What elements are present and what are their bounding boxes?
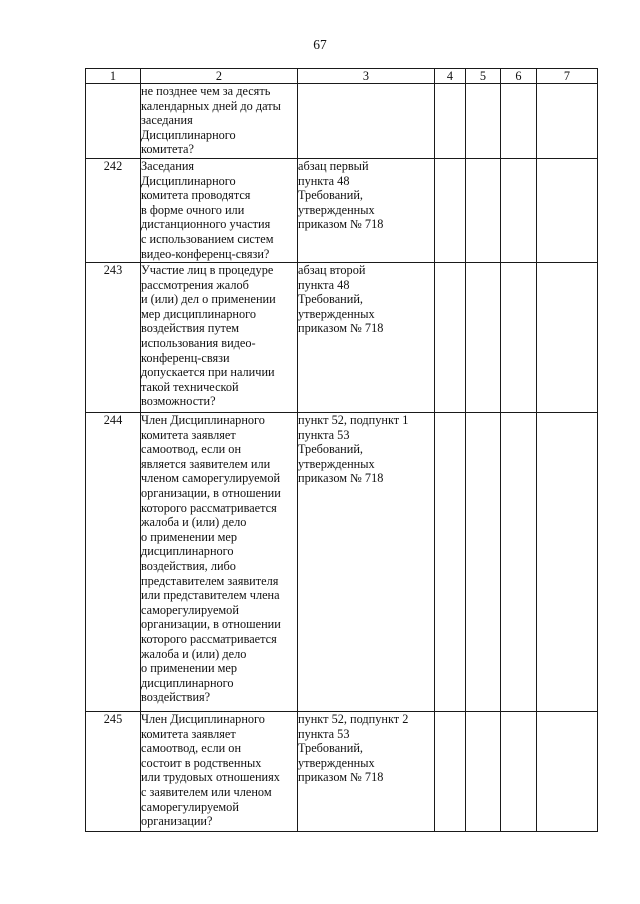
answer-cell-col-6 (501, 712, 537, 832)
legal-reference: пункт 52, подпункт 1 пункта 53 Требований, утвержденных приказом № 718 (298, 413, 435, 712)
answer-cell-col-4 (435, 413, 466, 712)
header-col-6: 6 (501, 69, 537, 84)
row-number: 242 (86, 159, 141, 263)
legal-reference: пункт 52, подпункт 2 пункта 53 Требований, утвержденных приказом № 718 (298, 712, 435, 832)
requirement-question: Заседания Дисциплинарного комитета проводятся в форме очного или дистанционного участия с использованием систем видео-конференц-связи? (141, 159, 298, 263)
requirement-question: Член Дисциплинарного комитета заявляет самоотвод, если он является заявителем или членом саморегулируемой организации, в отношении которого рассматривается жалоба и (или) дело о применении мер дисциплинарного воздействия, либо представителем заявителя или представителем члена саморегулируемой организации, в отношении которого рассматривается жалоба и (или) дело о применении мер дисциплинарного воздействия? (141, 413, 298, 712)
header-col-5: 5 (466, 69, 501, 84)
legal-reference: абзац первый пункта 48 Требований, утвержденных приказом № 718 (298, 159, 435, 263)
table-header-row (86, 69, 598, 84)
legal-reference: абзац второй пункта 48 Требований, утвержденных приказом № 718 (298, 263, 435, 413)
checklist-table (85, 68, 598, 832)
answer-cell-col-5 (466, 263, 501, 413)
answer-cell-col-4 (435, 263, 466, 413)
requirement-question: Член Дисциплинарного комитета заявляет самоотвод, если он состоит в родственных или трудовых отношениях с заявителем или членом саморегулируемой организации? (141, 712, 298, 832)
answer-cell-col-4 (435, 712, 466, 832)
answer-cell-col-5 (466, 413, 501, 712)
answer-cell-col-7 (537, 263, 598, 413)
answer-cell-col-5 (466, 84, 501, 159)
legal-reference (298, 84, 435, 159)
table-row (86, 159, 598, 263)
answer-cell-col-7 (537, 84, 598, 159)
answer-cell-col-6 (501, 263, 537, 413)
table-row (86, 84, 598, 159)
row-number (86, 84, 141, 159)
header-col-3: 3 (298, 69, 435, 84)
answer-cell-col-6 (501, 84, 537, 159)
answer-cell-col-7 (537, 159, 598, 263)
answer-cell-col-6 (501, 413, 537, 712)
row-number: 243 (86, 263, 141, 413)
answer-cell-col-4 (435, 159, 466, 263)
requirement-question: Участие лиц в процедуре рассмотрения жалоб и (или) дел о применении мер дисциплинарного воздействия путем использования видео- конференц-связи допускается при наличии такой технической возможности? (141, 263, 298, 413)
row-number: 245 (86, 712, 141, 832)
table-row (86, 263, 598, 413)
row-number: 244 (86, 413, 141, 712)
answer-cell-col-5 (466, 712, 501, 832)
requirement-question: не позднее чем за десять календарных дней до даты заседания Дисциплинарного комитета? (141, 84, 298, 159)
header-col-2: 2 (141, 69, 298, 84)
table-row (86, 712, 598, 832)
answer-cell-col-7 (537, 413, 598, 712)
answer-cell-col-7 (537, 712, 598, 832)
answer-cell-col-5 (466, 159, 501, 263)
answer-cell-col-6 (501, 159, 537, 263)
header-col-7: 7 (537, 69, 598, 84)
header-col-4: 4 (435, 69, 466, 84)
answer-cell-col-4 (435, 84, 466, 159)
header-col-1: 1 (86, 69, 141, 84)
page-number: 67 (313, 37, 327, 52)
table-row (86, 413, 598, 712)
